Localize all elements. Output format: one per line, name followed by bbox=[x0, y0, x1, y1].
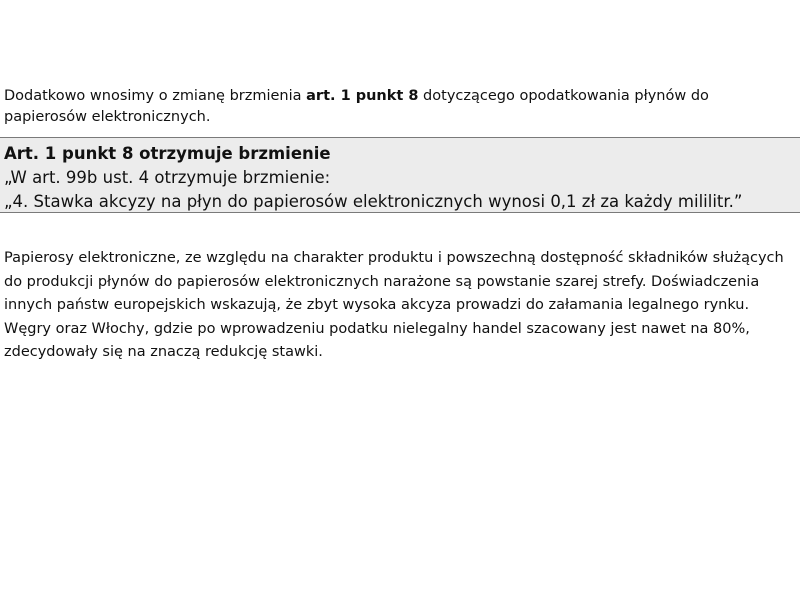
intro-bold-reference: art. 1 punkt 8 bbox=[306, 88, 419, 104]
amendment-box bbox=[0, 137, 800, 213]
justification-line-4: Węgry oraz Włochy, gdzie po wprowadzeniu podatku nielegalny handel szacowany jest nawet na 80%, bbox=[4, 320, 750, 337]
justification-line-3: innych państw europejskich wskazują, że zbyt wysoka akcyza prowadzi do załamania legalnego rynku. bbox=[4, 297, 750, 313]
intro-paragraph bbox=[4, 86, 709, 128]
intro-line-2: papierosów elektronicznych. bbox=[4, 109, 211, 125]
justification-paragraph bbox=[4, 247, 784, 365]
amendment-line-1: „W art. 99b ust. 4 otrzymuje brzmienie: bbox=[4, 168, 331, 187]
intro-text-suffix: dotyczącego opodatkowania płynów do bbox=[418, 88, 709, 104]
intro-line-1 bbox=[4, 86, 709, 107]
justification-line-2: do produkcji płynów do papierosów elektronicznych narażone są powstanie szarej strefy. Doświadczenia bbox=[4, 273, 760, 290]
amendment-line-2: „4. Stawka akcyzy na płyn do papierosów elektronicznych wynosi 0,1 zł za każdy mililitr.” bbox=[4, 192, 743, 211]
justification-line-5: zdecydowały się na znaczą redukcję stawki. bbox=[4, 344, 323, 360]
intro-text-prefix: Dodatkowo wnosimy o zmianę brzmienia bbox=[4, 88, 307, 104]
amendment-title: Art. 1 punkt 8 otrzymuje brzmienie bbox=[4, 144, 331, 163]
justification-line-1: Papierosy elektroniczne, ze względu na charakter produktu i powszechną dostępność składników służących bbox=[4, 250, 784, 266]
